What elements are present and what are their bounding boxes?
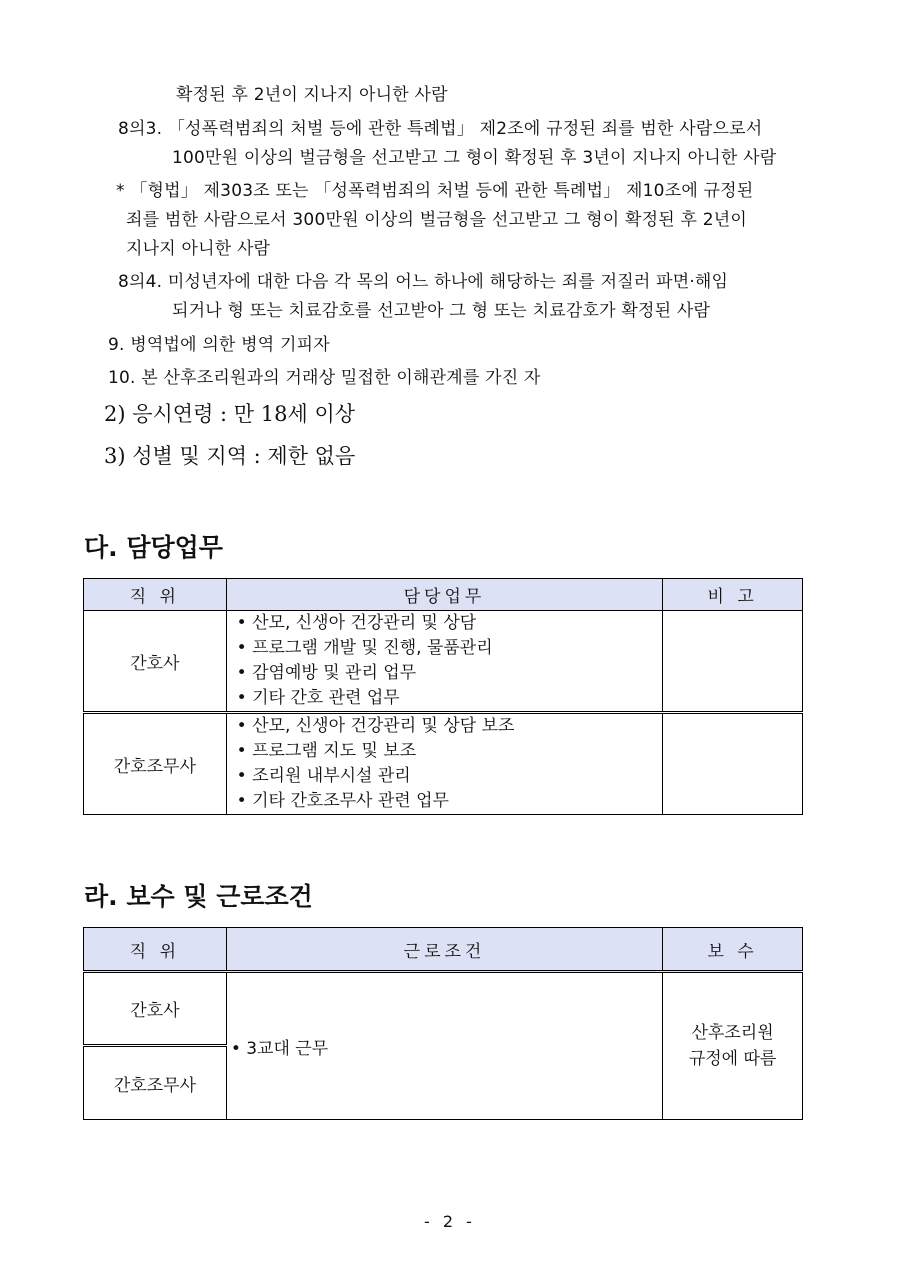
header-note: 비 고: [663, 579, 803, 611]
text-line: 되거나 형 또는 치료감호를 선고받아 그 형 또는 치료감호가 확정된 사람: [172, 301, 711, 321]
header-position: 직 위: [84, 928, 227, 972]
list-item-9: 9. 병역법에 의한 병역 기피자: [108, 335, 330, 355]
table-row: [84, 713, 803, 815]
pay-conditions-table: [83, 927, 803, 1120]
text-line: 100만원 이상의 벌금형을 선고받고 그 형이 확정된 후 3년이 지나지 아니한 사람: [172, 148, 777, 168]
header-conditions: 근로조건: [226, 928, 662, 972]
list-item-8-4: 8의4. 미성년자에 대한 다음 각 목의 어느 하나에 해당하는 죄를 저질러 파면·해임: [118, 272, 729, 292]
duty-item: • 프로그램 지도 및 보조: [237, 739, 663, 764]
duties-cell: [226, 611, 663, 713]
list-item-10: 10. 본 산후조리원과의 거래상 밀접한 이해관계를 가진 자: [108, 368, 541, 388]
pay-text: 규정에 따름: [688, 1049, 777, 1069]
duty-item: • 기타 간호 관련 업무: [237, 686, 663, 711]
duty-item: • 프로그램 개발 및 진행, 물품관리: [237, 636, 663, 661]
duty-item: • 조리원 내부시설 관리: [237, 764, 663, 789]
role-cell: 간호사: [84, 972, 227, 1046]
header-position: 직 위: [84, 579, 227, 611]
table-row: [84, 972, 803, 1046]
note-cell: [663, 713, 803, 815]
conditions-cell: • 3교대 근무: [226, 972, 662, 1120]
pay-cell: [663, 972, 803, 1120]
section-heading-duties: 다. 담당업무: [84, 533, 223, 562]
role-cell: 간호사: [84, 611, 227, 713]
gender-region-requirement: 3) 성별 및 지역 : 제한 없음: [104, 444, 356, 468]
header-pay: 보 수: [663, 928, 803, 972]
role-cell: 간호조무사: [84, 713, 227, 815]
duties-table: [83, 578, 803, 815]
duty-item: • 산모, 신생아 건강관리 및 상담 보조: [237, 714, 663, 739]
age-requirement: 2) 응시연령 : 만 18세 이상: [104, 402, 356, 426]
role-cell: 간호조무사: [84, 1046, 227, 1120]
page-number: - 2 -: [424, 1212, 476, 1231]
header-duties: 담당업무: [226, 579, 663, 611]
duty-item: • 기타 간호조무사 관련 업무: [237, 789, 663, 814]
pay-text: 산후조리원: [691, 1023, 774, 1043]
list-item-8-3: 8의3. 「성폭력범죄의 처벌 등에 관한 특례법」 제2조에 규정된 죄를 범한 사람으로서: [118, 119, 763, 139]
note-line: 죄를 범한 사람으로서 300만원 이상의 벌금형을 선고받고 그 형이 확정된 후 2년이: [126, 210, 747, 230]
note-cell: [663, 611, 803, 713]
table-row: [84, 611, 803, 713]
duty-item: • 산모, 신생아 건강관리 및 상담: [237, 611, 663, 636]
text-line: 확정된 후 2년이 지나지 아니한 사람: [176, 85, 448, 105]
section-heading-pay-conditions: 라. 보수 및 근로조건: [84, 882, 313, 911]
duties-cell: [226, 713, 663, 815]
note-line: * 「형법」 제303조 또는 「성폭력범죄의 처벌 등에 관한 특례법」 제10조에 규정된: [116, 181, 754, 201]
note-line: 지나지 아니한 사람: [126, 239, 271, 259]
duty-item: • 감염예방 및 관리 업무: [237, 661, 663, 686]
